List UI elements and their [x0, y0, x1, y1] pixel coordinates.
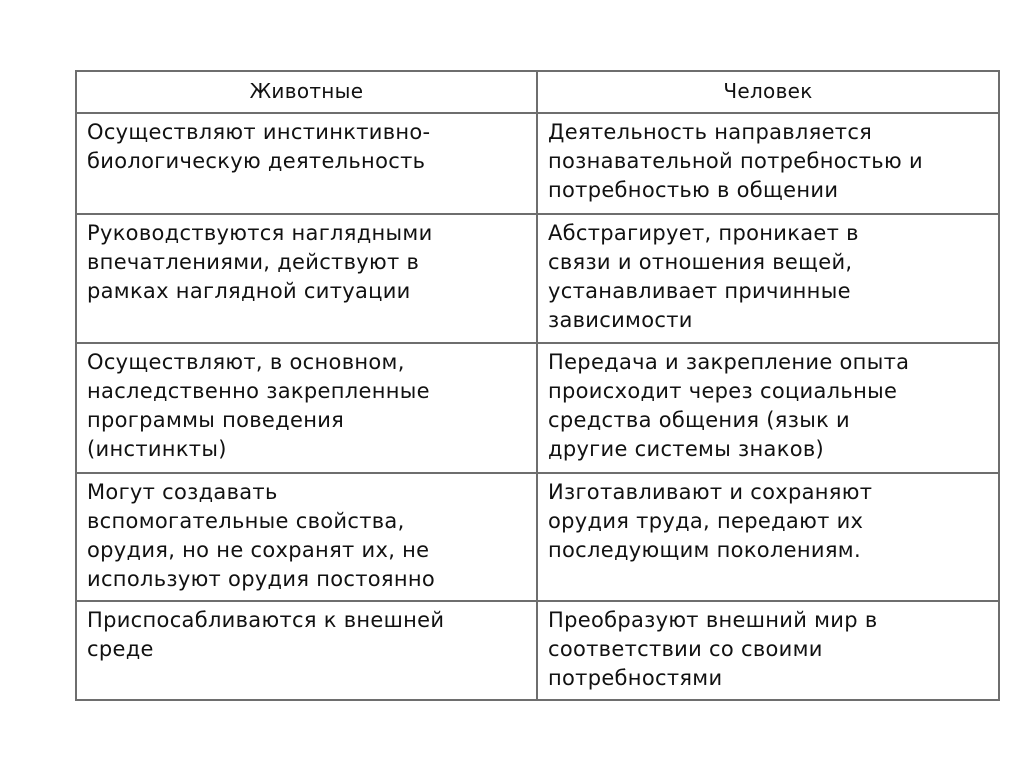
table-cell-animals [76, 601, 537, 700]
cell-text: Преобразуют внешний мир в соответствии со своими потребностями [548, 608, 878, 690]
cell-text: Осуществляют инстинктивно- биологическую деятельность [87, 120, 431, 173]
table-cell-human [537, 343, 999, 473]
table-header-row [76, 71, 999, 113]
cell-text: Могут создавать вспомогательные свойства, орудия, но не сохранят их, не используют орудия постоянно [87, 480, 436, 591]
column-header-human: Человек [537, 71, 999, 113]
table-cell-animals [76, 214, 537, 343]
column-header-animals: Животные [76, 71, 537, 113]
comparison-table [75, 70, 1000, 701]
table-row [76, 214, 999, 343]
cell-text: Абстрагирует, проникает в связи и отношения вещей, устанавливает причинные зависимости [548, 221, 859, 332]
table-cell-human [537, 113, 999, 214]
table-row [76, 601, 999, 700]
table-cell-human [537, 473, 999, 601]
cell-text: Деятельность направляется познавательной потребностью и потребностью в общении [548, 120, 923, 202]
cell-text: Руководствуются наглядными впечатлениями, действуют в рамках наглядной ситуации [87, 221, 433, 303]
table-cell-animals [76, 473, 537, 601]
table-row [76, 343, 999, 473]
table-cell-human [537, 601, 999, 700]
table-cell-animals [76, 343, 537, 473]
cell-text: Передача и закрепление опыта происходит через социальные средства общения (язык и другие системы знаков) [548, 350, 910, 461]
table-row [76, 113, 999, 214]
cell-text: Приспосабливаются к внешней среде [87, 608, 445, 661]
table-cell-animals [76, 113, 537, 214]
table-row [76, 473, 999, 601]
cell-text: Изготавливают и сохраняют орудия труда, передают их последующим поколениям. [548, 480, 873, 562]
cell-text: Осуществляют, в основном, наследственно закрепленные программы поведения (инстинкты) [87, 350, 430, 461]
table-cell-human [537, 214, 999, 343]
